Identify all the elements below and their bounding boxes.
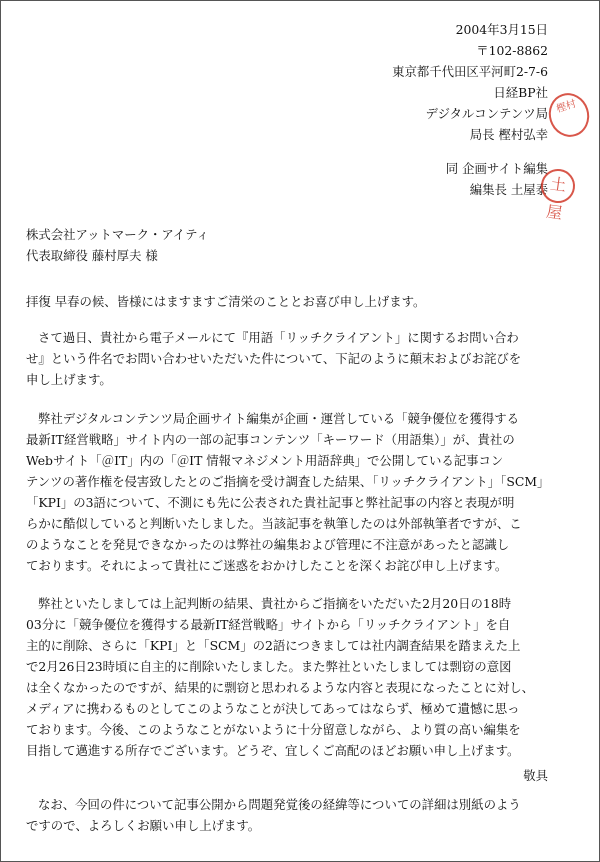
paragraph-line: で2月26日23時頃に自主的に削除いたしました。また弊社といたしましては剽窃の意図 <box>26 659 512 674</box>
sender-address: 東京都千代田区平河町2-7-6 <box>392 64 548 79</box>
paragraph-line: 「KPI」の3語について、不測にも先に公表された貴社記事と弊社記事の内容と表現が明 <box>26 495 515 510</box>
sender-company: 日経BP社 <box>493 85 548 100</box>
paragraph-line: ております。それによって貴社にご迷惑をおかけしたことを深くお詫び申し上げます。 <box>26 558 508 573</box>
paragraph-line: メディアに携わるものとしてこのようなことが決してあってはならず、極めて遺憾に思っ <box>26 701 520 716</box>
paragraph-line: 最新IT経営戦略」サイト内の一部の記事コンテンツ「キーワード（用語集）」が、貴社の <box>26 432 515 447</box>
postal-code: 〒102-8862 <box>476 43 548 58</box>
paragraph-line: なお、今回の件について記事公開から問題発覚後の経緯等についての詳細は別紙のよう <box>38 797 521 812</box>
letter-date: 2004年3月15日 <box>455 22 548 37</box>
paragraph-line: テンツの著作権を侵害致したとのご指摘を受け調査した結果、「リッチクライアント」「SCM」 <box>26 474 550 489</box>
closing-keigu: 敬具 <box>523 768 548 783</box>
paragraph-line: せ』という件名でお問い合わせいただいた件について、下記のように顛末およびお詫びを <box>26 351 522 366</box>
paragraph-line: 弊社といたしましては上記判断の結果、貴社からご指摘をいただいた2月20日の18時 <box>38 596 512 611</box>
greeting: 拝復 早春の候、皆様にはますますご清栄のこととお喜び申し上げます。 <box>26 294 426 309</box>
paragraph-line: さて過日、貴社から電子メールにて『用語「リッチクライアント」に関するお問い合わ <box>38 330 519 345</box>
recipient-company: 株式会社アットマーク・アイティ <box>26 227 209 242</box>
paragraph-line: は全くなかったのですが、結果的に剽窃と思われるような内容と表現になったことに対し、 <box>26 680 535 695</box>
paragraph-line: 申し上げます。 <box>26 372 112 387</box>
paragraph-line: のようなことを発見できなかったのは弊社の編集および管理に不注意があったと認識し <box>26 537 510 552</box>
paragraph-line: 主的に削除、さらに「KPI」と「SCM」の2語につきましては社内調査結果を踏まえた上 <box>26 638 521 653</box>
sender-editor: 編集長 土屋泰 <box>469 182 548 197</box>
paragraph-line: Webサイト「＠IT」内の「＠IT 情報マネジメント用語辞典」で公開している記事コン <box>26 453 504 468</box>
sender-director: 局長 樫村弘幸 <box>469 127 548 142</box>
editor-seal: 土屋 <box>539 167 577 205</box>
sender-division: デジタルコンテンツ局 <box>425 106 548 121</box>
paragraph-line: 弊社デジタルコンテンツ局企画サイト編集が企画・運営している「競争優位を獲得する <box>38 411 520 426</box>
recipient-person: 代表取締役 藤村厚夫 様 <box>26 248 158 263</box>
paragraph-line: 03分に「競争優位を獲得する最新IT経営戦略」サイトから「リッチクライアント」を自 <box>26 617 511 632</box>
director-seal: 樫村 <box>543 88 595 142</box>
sender-sub-division: 同 企画サイト編集 <box>445 161 548 176</box>
paragraph-line: ですので、よろしくお願い申し上げます。 <box>26 818 261 833</box>
paragraph-line: 目指して邁進する所存でございます。どうぞ、宜しくご高配のほどお願い申し上げます。 <box>26 743 520 758</box>
paragraph-line: ております。今後、このようなことがないように十分留意しながら、より質の高い編集を <box>26 722 521 737</box>
paragraph-line: らかに酷似していると判断いたしました。当該記事を執筆したのは外部執筆者ですが、こ <box>26 516 522 531</box>
